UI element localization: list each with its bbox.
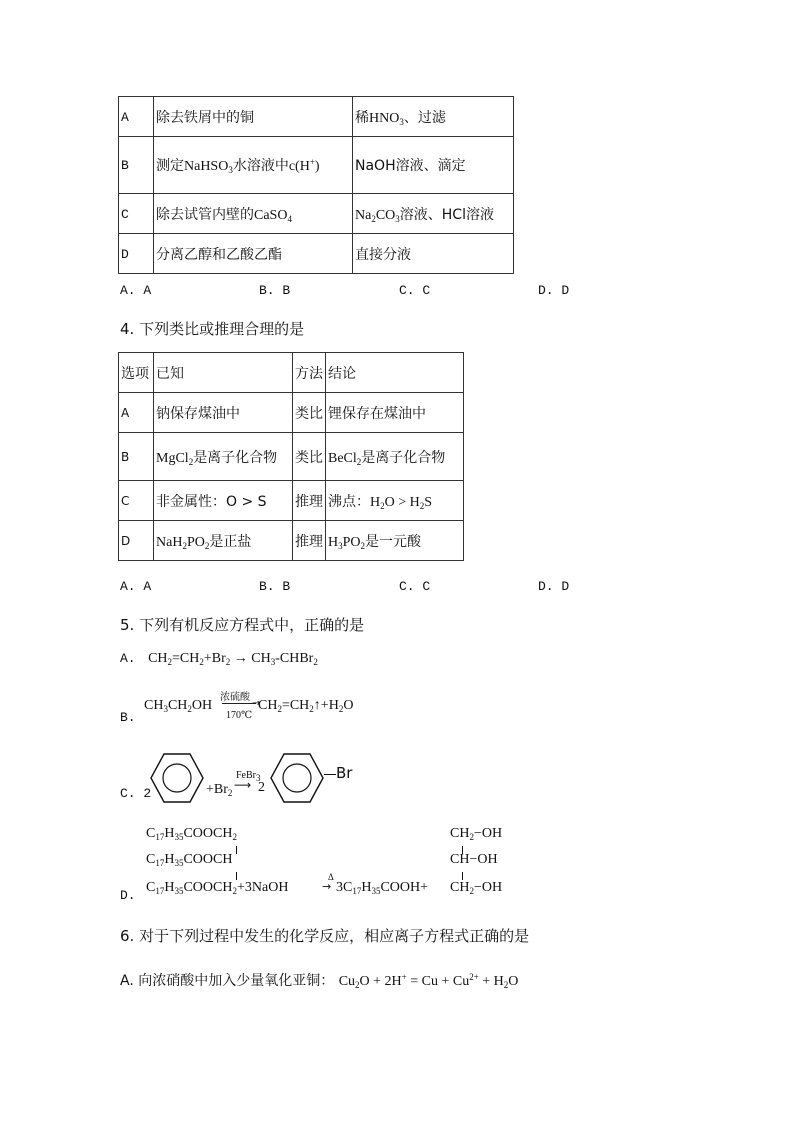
method-cell: 类比 bbox=[293, 393, 326, 433]
reaction-arrow bbox=[222, 703, 256, 704]
question-6-title: 6. 对于下列过程中发生的化学反应，相应离子方程式正确的是 bbox=[120, 927, 530, 945]
table-row bbox=[119, 433, 464, 481]
option-cell: A bbox=[119, 97, 154, 137]
purpose-cell: 测定NaHSO$_3$水溶液中c(H+) bbox=[154, 137, 353, 194]
equation-5b-product: $CH_2=CH_2↑+H_2O$ bbox=[258, 698, 354, 714]
option-cell: B bbox=[119, 137, 154, 194]
purpose-cell: 除去铁屑中的铜 bbox=[154, 97, 353, 137]
option-cell: A bbox=[119, 393, 154, 433]
method-cell: 推理 bbox=[293, 521, 326, 561]
table-row bbox=[119, 521, 464, 561]
conclusion-cell: 锂保存在煤油中 bbox=[326, 393, 464, 433]
option-cell: D bbox=[119, 234, 154, 274]
condition-bottom: 170℃ bbox=[226, 710, 253, 721]
table-row bbox=[119, 137, 514, 194]
header-conclusion: 结论 bbox=[326, 353, 464, 393]
option-cell: C bbox=[119, 481, 154, 521]
header-option: 选项 bbox=[119, 353, 154, 393]
method-cell: 推理 bbox=[293, 481, 326, 521]
answer-option-c[interactable]: C. C bbox=[399, 283, 431, 298]
soap-product: $3C_{17}H_{35}COOH+$ bbox=[336, 880, 429, 896]
known-cell: 钠保存煤油中 bbox=[154, 393, 293, 433]
reaction-arrow: → bbox=[322, 880, 332, 893]
analogy-table bbox=[118, 352, 464, 561]
equation-5a: $CH_2=CH_2+Br_2$ → $CH_3-CHBr_2$ bbox=[148, 651, 318, 667]
bond-line bbox=[462, 872, 463, 880]
glycerol-line-1: $CH_2-OH$ bbox=[450, 826, 503, 842]
header-known: 已知 bbox=[154, 353, 293, 393]
method-cell: $Na_2CO_3$溶液、HCl溶液 bbox=[353, 194, 514, 234]
method-cell: 稀$HNO_3$、过滤 bbox=[353, 97, 514, 137]
conclusion-cell: BeCl$_2$是离子化合物 bbox=[326, 433, 464, 481]
option-5b[interactable]: B. $CH_3CH_2OH$ 浓硫酸 → 170℃ $CH_2=CH_2↑+H_2O$ bbox=[120, 688, 520, 728]
equation-6a: $Cu_2O + 2H^+ = Cu + Cu^{2+} + H_2O$ bbox=[338, 972, 519, 990]
answer-option-a[interactable]: A. A bbox=[120, 579, 152, 594]
bond-line bbox=[324, 774, 336, 775]
known-cell: $NaH_2PO_2$是正盐 bbox=[154, 521, 293, 561]
answer-option-d[interactable]: D. D bbox=[538, 579, 570, 594]
bromine-substituent: Br bbox=[336, 764, 353, 782]
reagent-table bbox=[118, 96, 514, 274]
question-4-title: 4. 下列类比或推理合理的是 bbox=[120, 320, 305, 338]
arrow-head: → bbox=[252, 698, 261, 709]
option-cell: D bbox=[119, 521, 154, 561]
table-row bbox=[119, 97, 514, 137]
bond-line bbox=[236, 872, 237, 880]
bond-line bbox=[236, 846, 237, 854]
ester-line-2: $C_{17}H_{35}COOCH$ bbox=[146, 852, 233, 868]
catalyst-label: FeBr$_3$ bbox=[236, 770, 261, 783]
heat-symbol: Δ bbox=[328, 872, 334, 882]
question-5-title: 5. 下列有机反应方程式中，正确的是 bbox=[120, 616, 365, 634]
method-cell: NaOH溶液、滴定 bbox=[353, 137, 514, 194]
method-cell: 类比 bbox=[293, 433, 326, 481]
benzene-ring-icon bbox=[150, 752, 204, 804]
header-method: 方法 bbox=[293, 353, 326, 393]
bromobenzene-ring-icon bbox=[270, 752, 324, 804]
reaction-arrow: ⟶ bbox=[234, 778, 252, 792]
known-cell: 非金属性：O > S bbox=[154, 481, 293, 521]
option-5a[interactable]: A. $CH_2=CH_2+Br_2$ → $CH_3-CHBr_2$ bbox=[120, 651, 318, 667]
purpose-cell: 分离乙醇和乙酸乙酯 bbox=[154, 234, 353, 274]
glycerol-line-2: CH−OH bbox=[450, 852, 498, 867]
equation-5b-reactant: $CH_3CH_2OH$ bbox=[144, 698, 213, 714]
option-cell: C bbox=[119, 194, 154, 234]
ester-line-1: $C_{17}H_{35}COOCH_2$ bbox=[146, 826, 237, 842]
glycerol-line-3: $CH_2-OH$ bbox=[450, 880, 503, 896]
bromine-reactant: $+Br_2$ bbox=[206, 782, 233, 798]
table-row bbox=[119, 393, 464, 433]
product-coefficient: 2 bbox=[258, 780, 265, 795]
option-cell: B bbox=[119, 433, 154, 481]
answer-option-a[interactable]: A. A bbox=[120, 283, 152, 298]
table-header-row bbox=[119, 353, 464, 393]
conclusion-cell: 沸点：$H_2O > H_2S$ bbox=[326, 481, 464, 521]
answer-option-d[interactable]: D. D bbox=[538, 283, 570, 298]
option-5d[interactable]: $C_{17}H_{35}COOCH_2$ $C_{17}H_{35}COOCH$ D. $C_{17}H_{35}COOCH_2+3NaOH$ Δ → $3C_{17}H_{35}COOH+$ $CH_2-OH$ CH−OH $CH_2-OH$ bbox=[120, 826, 503, 903]
method-cell: 直接分液 bbox=[353, 234, 514, 274]
answer-option-c[interactable]: C. C bbox=[399, 579, 431, 594]
answer-option-b[interactable]: B. B bbox=[259, 579, 291, 594]
conclusion-cell: $H_3PO_2$是一元酸 bbox=[326, 521, 464, 561]
condition-top: 浓硫酸 bbox=[220, 692, 250, 703]
option-6a[interactable]: A. 向浓硝酸中加入少量氧化亚铜： $Cu_2O + 2H^+ = Cu + Cu^{2+} + H_2O$ bbox=[120, 972, 519, 990]
table-row bbox=[119, 194, 514, 234]
option-5c[interactable]: C. 2 $+Br_2$ FeBr$_3$ ⟶ 2 Br bbox=[120, 748, 420, 804]
answer-option-b[interactable]: B. B bbox=[259, 283, 291, 298]
table-row bbox=[119, 234, 514, 274]
purpose-cell: 除去试管内壁的CaSO$_4$ bbox=[154, 194, 353, 234]
table-row bbox=[119, 481, 464, 521]
ester-line-3: $C_{17}H_{35}COOCH_2+3NaOH$ bbox=[146, 880, 289, 896]
known-cell: MgCl$_2$是离子化合物 bbox=[154, 433, 293, 481]
